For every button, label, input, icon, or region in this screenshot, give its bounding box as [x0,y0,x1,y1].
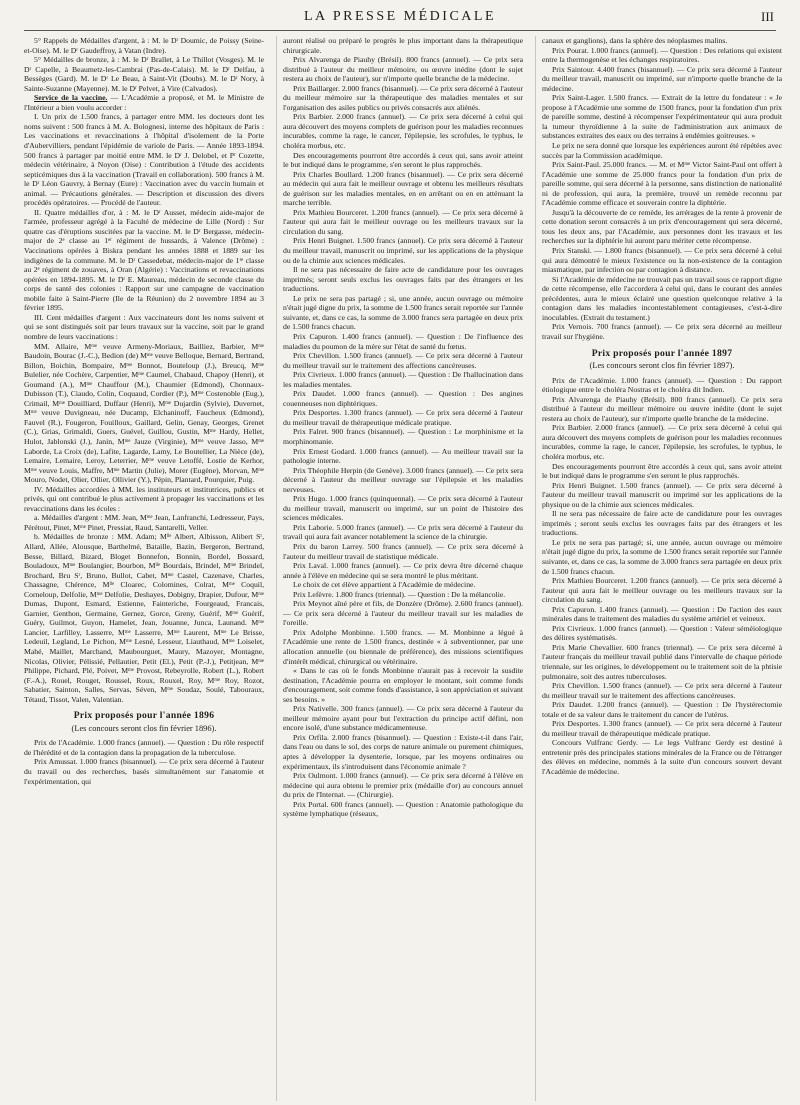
paragraph: Prix Mathieu Bourceret. 1.200 francs (annuel). — Ce prix sera décerné à l'auteur qui aura fait le meilleur ouvrage ou les meilleurs travaux sur la circulation du sang. [542,576,782,605]
paragraph: Il ne sera pas nécessaire de faire acte de candidature pour les ouvrages imprimés ; seront seuls exclus les ouvrages faits par des étrangers et les traductions. [542,509,782,538]
paragraph: Prix Desportes. 1.300 francs (annuel). — Ce prix sera décerné à l'auteur du meilleur travail de thérapeutique médicale pratique. [542,719,782,738]
paragraph: Prix Hugo. 1.000 francs (quinquennal). — Ce prix sera décerné à l'auteur du meilleur travail, manuscrit ou imprimé, sur un point de l'histoire des sciences médicales. [283,494,523,523]
paragraph: Prix Portal. 600 francs (annuel). — Question : Anatomie pathologique du système lymphatique (réseaux, [283,799,523,819]
paragraph: Prix Nativelle. 300 francs (annuel). — Ce prix sera décerné à l'auteur du meilleur mémoire ayant pour but l'extraction du principe actif défini, non encore isolé, d'une substance médicamenteuse. [283,704,523,733]
paragraph: Prix Oulmont. 1.000 francs (annuel). — Ce prix sera décerné à l'élève en médecine qui aura obtenu le premier prix (médaille d'or) au concours annuel du prix de l'Internat. — (Chirurgie). [283,771,523,800]
column-2 [276,36,523,1101]
paragraph: Le prix ne sera pas partagé; si, une année, aucun ouvrage ou mémoire n'était jugé digne du prix, la somme de 1.500 francs serait reportée sur l'année suivante, et, dans ce cas, la somme de 3.000 francs sera partagée en deux prix de 1.500 francs chacun. [542,537,782,576]
paragraph: Prix Civrieux. 1.000 francs (annuel). — Question : Valeur séméiologique des délires systématisés. [542,623,782,643]
paragraph: Prix Vernois. 700 francs (annuel). — Ce prix sera décerné au meilleur travail sur l'hygiène. [542,322,782,341]
paragraph: Prix Henri Buignet. 1.500 francs (annuel). — Ce prix sera décerné à l'auteur du meilleur travail manuscrit ou imprimé sur les applications de la physique ou de la chimie aux sciences médicales. [542,480,782,509]
paragraph: Prix Daudet. 1.200 francs (annuel). — Question : De l'hystérectomie totale et de sa valeur dans le traitement du cancer de l'utérus. [542,700,782,719]
section-intro-text: — L'Académie a proposé, et M. le Ministre de l'Intérieur a bien voulu accorder : [24,93,264,112]
paragraph: Prix Alvarenga de Piauhy (Brésil). 800 francs (annuel). Ce prix sera distribué à l'auteur du meilleur mémoire ou œuvre inédite (dont le sujet restera au choix de l'auteur), sur n'importe quelle branche de la médecine. [542,394,782,423]
paragraph: Prix Daudet. 1.000 francs (annuel). — Question : Des angines couenneuses non diphtériques. [283,389,523,408]
paragraph: Prix Mathieu Bourceret. 1.200 francs (annuel). — Ce prix sera décerné à l'auteur qui aura fait le meilleur ouvrage ou les meilleurs travaux sur la circulation du sang. [283,207,523,236]
paragraph: Prix Henri Buignet. 1.500 francs (annuel). Ce prix sera décerné à l'auteur du meilleur travail, manuscrit ou imprimé, sur les applications de la physique ou de la chimie aux sciences médicales. [283,236,523,265]
paragraph: Prix Orfila. 2.000 francs (bisannuel). — Question : Existe-t-il dans l'air, dans l'eau ou dans le sol, des corps de nature animale ou purement chimiques, aptes à développer la dysenterie, lorsque, par les moyens ordinaires ou expérimentaux, ils s'introduisent dans l'économie animale ? [283,732,523,771]
paragraph: Prix Saint-Lager. 1.500 francs. — Extrait de la lettre du fondateur : « Je propose à l'Académie une somme de 1500 francs, pour la fondation d'un prix de pareille somme, destiné à récompenser l'expérimentateur qui aura produit la tumeur thyroïdienne à la suite de l'administration aux animaux de substances extraites des eaux ou des terrains à endémies goitreuses. » [542,93,782,141]
paragraph: Prix Chevillon. 1.500 francs (annuel). — Ce prix sera décerné à l'auteur du meilleur travail sur le traitement des affections cancéreuses. [542,681,782,700]
paragraph: Prix du baron Larrey. 500 francs (annuel). — Ce prix sera décerné à l'auteur du meilleur travail de statistique médicale. [283,541,523,561]
paragraph: Prix Saint-Paul. 25.000 francs. — M. et Mᵐᵉ Victor Saint-Paul ont offert à l'Académie une somme de 25.000 francs pour la fondation d'un prix de pareille somme, qui sera décerné à la personne, sans distinction de nationalité ni de profession, qui aura, la première, trouvé un remède reconnu par l'Académie comme efficace et souverain contre la diphtérie. [542,160,782,208]
column-3 [535,36,782,1101]
paragraph: Prix Lefèvre. 1.800 francs (triennal). — Question : De la mélancolie. [293,589,506,599]
paragraph: auront réalisé ou préparé le progrès le plus important dans la thérapeutique chirurgicale. [283,36,523,55]
section-subtitle: (Les concours seront clos fin février 1897). [589,361,735,371]
paragraph: III. Cent médailles d'argent : Aux vaccinateurs dont les noms suivent et qui se sont distingués soit par leurs travaux sur la vaccine, soit par le grand nombre de leurs vaccinations : [24,312,264,341]
paragraph: Jusqu'à la découverte de ce remède, les arrérages de la rente à provenir de cette donation seront consacrés à un prix d'encouragement qui sera décerné, tous les deux ans, par l'Académie, aux personnes dont les travaux et les recherches sur la diphtérie lui auront paru mériter cette récompense. [542,207,782,246]
paragraph: Prix Capuron. 1.400 francs (annuel). — Question : De l'influence des maladies du poumon de la mère sur l'état de santé du fœtus. [283,331,523,351]
paragraph: Prix Ernest Godard. 1.000 francs (annuel). — Au meilleur travail sur la pathologie interne. [283,446,523,466]
paragraph: Prix Marie Chevallier. 600 francs (triennal). — Ce prix sera décerné à l'auteur français du meilleur travail publié dans l'intervalle de chaque période triennale, sur les origines, le développement ou le traitement soit de la phtisie pulmonaire, soit des autres tuberculoses. [542,642,782,681]
paragraph: Prix Baillarger. 2.000 francs (bisannuel). — Ce prix sera décerné à l'auteur du meilleur mémoire sur la thérapeutique des maladies mentales et sur l'organisation des asiles publics ou privés consacrés aux aliénés. [283,83,523,112]
journal-title: LA PRESSE MÉDICALE [303,9,496,24]
paragraph: b. Médailles de bronze : MM. Adam; Mˡˡᵉ Albert, Albisson, Alibert Sʳ, Allard, Allée, Alousque, Barthelmé, Bataille, Bazin, Bergeron, Bertrand, Besse, Billard, Bizard, Bloget Bonnefon, Bonnin, Bordel, Bossard, Bouladoux, Mᵐᵉ Boulangier, Bourbon, Mˡˡᵉ Bourdais, Brindel, Mᵐᵉ Brindel, Brochard, Bru Sʳ, Bruno, Bullot, Cabet, Mᵐᵉ Castel, Cazenave, Charles, Chassagne, Chérence, Mˡˡᵉ Cloarec, Colomines, Colrat, Mᵐᵉ Coquil, Corneloup, Delfolie, Mᵐᵉ Delfolie, Deshayes, Dobigny, Drapier, Dufour, Mᵐᵉ Dumas, Dupont, Esmard, Estienne, Fainteriche, Fourgeaud, Francais, Garnier, Genthon, Germaine, Gernez, Gorce, Greny, Guérif, Mᵐᵉ Guérif, Guéry, Guilmot, Guyon, Hamelet, Jean, Jouanne, Junca, Launand. Mᵐᵉ Lancier, Larfilley, Lasserre, Mᵐᵉ Lasserre, Mᵐᵉ Laurent, Mᵐᵉ Le Brisse, Ledeuil, Legland, Le Pichon, Mᵐᵉ Lesné, Lesseur, Liauthaud, Mᵐᵉ Loiselet, Mahé, Maillet, Marchand, Maubourguet, Maury, Mazoyer, Montagne, Nicolas, Olivier, Pélissié, Pellautier, Petit (El.), Petit (P.-J.), Petitjean, Mᵐᵉ Philippe, Pichard, Plé, Poivet, Mᵐᵉ Provost, Rebeyrolle, Robert (L.), Robert (F.-A.), Rouel, Rouget, Roussel, Roux, Rouxel, Roy, Mᵐᵉ Roy, Rozot, Sabatier, Sainton, Salles, Servas, Séven, Mᵐᵉ Soudaz, Soulé, Tabouraux, Tétaud, Tissot, Valen, Valentian. [24,532,264,704]
paragraph: Prix Laborie. 5.000 francs (annuel). — Ce prix sera décerné à l'auteur du travail qui aura fait avancer notablement la science de la chirurgie. [283,522,523,542]
section-title-1896: Prix proposés pour l'année 1896 [73,710,215,722]
paragraph: Le prix ne sera donné que lorsque les expériences auront été répétées avec succès par la Commission académique. [542,141,782,160]
paragraph: Si l'Académie de médecine ne trouvait pas un travail sous ce rapport digne de cette récompense, elle l'accordera à celui qui, dans le courant des années précédentes, aura le mieux éclairé une question quelconque relative à la contagion dans les maladies incontestablement contagieuses, c'est-à-dire inoculables. (Extrait du testament.) [542,274,782,322]
paragraph: Prix Alvarenga de Piauhy (Brésil). 800 francs (annuel). — Ce prix sera distribué à l'auteur du meilleur mémoire, ou œuvre inédite (dont le sujet restera au choix de l'auteur), sur n'importe quelle branche de la médecine. [283,55,523,84]
paragraph: Concours Vulfranc Gerdy. — Le legs Vulfranc Gerdy est destiné à entretenir près des principales stations minérales de la France ou de l'étranger des élèves en médecine, nommés à la suite d'un concours souvert devant l'Académie de médecine. [542,738,782,777]
paragraph: Prix Pourat. 1.000 francs (annuel). — Question : Des relations qui existent entre la thermogenèse et les échanges respiratoires. [542,45,782,65]
paragraph: Prix Stanski. — 1.800 francs (bisannuel). — Ce prix sera décerné à celui qui aura démontré le mieux l'existence ou la non-existence de la contagion miasmatique, par infection ou par contagion à distance. [542,246,782,275]
paragraph: 5° Rappels de Médailles d'argent, à : M. le Dʳ Doumic, de Poissy (Seine-et-Oise). M. le Dʳ Gaudeffroy, à Vatan (Indre). [24,36,264,55]
paragraph: IV. Médailles accordées à MM. les instituteurs et institutrices, publics et privés, qui ont contribué le plus activement à propager les vaccinations et les revaccinations dans les écoles : [24,484,264,513]
paragraph: a. Médailles d'argent : MM. Jean, Mᵐᵉ Jean, Lanfranchi, Ledresseur, Pays, Pérétout, Pinet, Mᵐᵉ Pinet, Pressiat, Raud, Santarelli, Veller. [24,513,264,532]
section-intro [24,93,264,112]
paragraph: Il ne sera pas nécessaire de faire acte de candidature pour les ouvrages imprimés; seront seuls exclus les ouvrages faits par des étrangers et les traductions. [283,265,523,294]
text-columns [24,36,782,1101]
paragraph: II. Quatre médailles d'or, à : M. le Dʳ Ausset, médecin aide-major de l'armée, professeur agrégé à la Faculté de médecine de Lille (Nord) : Sur quatre cas d'éruptions suscitées par la vaccine. M. le Dʳ Bergasse, médecin-major de 2ᵉ classe au 1ᵉʳ régiment de hussards, à Valence (Drôme) : Vaccinations opérées à Biskra pendant les années 1888 et 1889 sur les indigènes de la commune. M. le Dʳ Cassedebat, médecin-major de 1ʳᵉ classe au 2ᵉ régiment de zouaves, à Oran (Algérie) : Vaccinations et revaccinations opérées en 1894-1895. M. le Dʳ E. Maureau, médecin de seconde classe du corps de santé des colonies : Rapport sur une campagne de vaccination mobile faite à Saint-Pierre (Ile de la Réunion) du 2 novembre 1894 au 3 février 1895. [24,207,264,313]
paragraph: Prix Adolphe Monbinne. 1.500 francs. — M. Monbinne a légué à l'Académie une rente de 1.500 francs, destinée « à subventionner, par une allocation annuelle (ou biennale de préférence), des missions scientifiques d'intérêt médical, chirurgical ou vétérinaire. [283,627,523,666]
paragraph: Prix Desportes. 1.300 francs (annuel). — Ce prix sera décerné à l'auteur du meilleur travail de thérapeutique médicale pratique. [283,408,523,427]
paragraph: Prix Civrieux. 1.000 francs (annuel). — Question : De l'hallucination dans les maladies mentales. [283,370,523,389]
paragraph: Prix Laval. 1.000 francs (annuel). — Ce prix devra être décerné chaque année à l'élève en médecine qui se sera montré le plus méritant. [283,561,523,580]
paragraph: Des encouragements pourront être accordés à ceux qui, sans avoir atteint le but indiqué dans le programme, s'en seront le plus rapprochés. [283,150,523,170]
paragraph: Prix Meynot aîné père et fils, de Donzère (Drôme). 2.600 francs (annuel). — Ce prix sera décerné à l'auteur du meilleur travail sur les maladies de l'oreille. [283,599,523,628]
paragraph: I. Un prix de 1.500 francs, à partager entre MM. les docteurs dont les noms suivent : 500 francs à M. A. Bolognesi, interne des hôpitaux de Paris : Les vaccinations et revaccinations à l'hôpital d'isolement de la Porte d'Aubervilliers, pendant l'épidémie de variole de Paris. — Année 1893-1894. 500 francs à partager par moitié entre MM. le Dʳ J. Delobel, et Pʳ Cozette, médecin vétérinaire, à Noyon (Oise) : Contribution à l'étude des accidents septicémiques dus à la vaccination (Travail en collaboration). 500 francs à M. le Dʳ Léon Gauvry, à Bernay (Eure) : Vaccination avec du vaccin humain et animal. — Précautions générales. — Description et discussion des divers procédés opératoires. — Procédé de l'auteur. [24,112,264,208]
paragraph: canaux et ganglions), dans la sphère des néoplasmes malins. [542,36,728,45]
paragraph: Prix de l'Académie. 1.000 francs (annuel). — Question : Du rapport étiologique entre le choléra Nostras et le choléra dit Indien. [542,375,782,395]
paragraph: Prix Falret. 900 francs (bisannuel). — Question : Le morphinisme et la morphinomanie. [283,427,523,446]
paragraph: « Dans le cas où le fonds Monbinne n'aurait pas à recevoir la susdite destination, l'Académie pourra en employer le montant, soit comme fonds d'encouragement, soit comme fonds d'assistance, à son appréciation et suivant ses besoins. » [283,666,523,704]
paragraph: MM. Allaire, Mᵐᵉ veuve Armeny-Moriaux, Bailliez, Barbier, Mᵐᵉ Baudoin, Bourac (J.-C.), Bedion (de) Mᵐᵉ veuve Belloque, Bernard, Bertrand, Billon, Boichin, Bompaire, Mᵐᵉ Bonnot, Bouteloup (J.), Breucq, Mᵐᵉ Bulelier, née Cochère, Carpentier, Mᵐᵉ Caumel, Chabaud, Chapoy (Henri), et Goumand (A.), Mᵐᵉ Chauffour (M.), Chaumier (Edmond), Chonnaux-Dubisson (T.), Ciaudo, Colin, Coquaud, Cordier (P.), Mᵐᵉ Costenoble (Eug.), Crimail, Mᵐᵉ Douilliard, Duffaur (Henri), Mᵐᵉ Dujardin (Sylvie), Duvernet, Mᵐᵉ veuve Duvigneau, née Ducamp, Elchaninoff, Faucheux (Edmond), Fauvel (R.), Fougeron, Fouilloux, Gaillard, Gelin, Genay, Georges, Grenet (C.), Grias, Grimaldi, Guers, Guével, Guillou, Gustin, Mᵐᵉ Hardy, Hellet, Hulot, Jablonski (J.), Janin, Mᵐᵉ Jauze (Virginie), Mᵐᵉ veuve Jasso, Mᵐᵉ Laborde, La Croix (de), Lafite, Lagarde, Lamy, Le Boutellier, La Nièce (de), Lemaire, Lemaire, Leroy, Leterrier, Mᵐᵉ veuve Letoffé, Lostie de Kerhor, Mᵐᵉ veuve Louis, Maffre, Mᵐᵉ Martin (Julie), Morer (Eugène), Morvan, Mᵐᵉ Mouro, Nodet, Olier, Ollier, Ollivier (Y.), Pépin, Plantard, Pourquier, Puig. [24,341,264,485]
paragraph: Prix Saintour. 4.400 francs (bisannuel). — Ce prix sera décerné à l'auteur du meilleur travail, manuscrit ou imprimé, sur n'importe quelle branche de la médecine. [542,64,782,93]
paragraph: Prix Barbier. 2.000 francs (annuel). — Ce prix sera décerné à celui qui aura découvert des moyens complets de guérison pour les maladies reconnues incurables, comme la rage, le cancer, l'épilepsie, les scrofules, le typhus, le choléra morbus, etc. [542,423,782,461]
paragraph: Le prix ne sera pas partagé ; si, une année, aucun ouvrage ou mémoire n'était jugé digne du prix, la somme de 1.500 francs serait reportée sur l'année suivante, et, dans ce cas, la somme de 3.000 francs sera partagée en deux prix de 1.500 francs chacun. [283,293,523,332]
paragraph: Prix Théophile Herpin (de Genève). 3.000 francs (annuel). — Ce prix sera décerné à l'auteur du meilleur ouvrage sur l'épilepsie et les maladies nerveuses. [283,465,523,494]
paragraph: Des encouragements pourront être accordés à ceux qui, sans avoir atteint le but indiqué dans le programme s'en seront le plus rapprochés. [542,461,782,481]
paragraph: 5° Médailles de bronze, à : M. le Dʳ Brallet, à Le Thillot (Vosges). M. le Dʳ Capelle, à Beaumetz-les-Cambrai (Pas-de-Calais). M. le Dʳ Delfau, à Bessèges (Gard). M. le Dʳ Le Beau, à Saint-Vit (Doubs). M. le Dʳ Nory, à Sainte-Suzanne (Mayenne). M. le Dʳ Pelvet, à Vire (Calvados). [24,55,264,93]
page-header [24,8,776,31]
paragraph: Prix Amussat. 1.000 francs (bisannuel). — Ce prix sera décerné à l'auteur du travail ou des recherches, basés simultanément sur l'anatomie et l'expérimentation, qui [24,757,264,786]
paragraph: Prix Chevillon. 1.500 francs (annuel). — Ce prix sera décerné à l'auteur du meilleur travail sur le traitement des affections cancéreuses. [283,351,523,370]
column-1 [24,36,264,1101]
paragraph: Prix Charles Boullard. 1.200 francs (bisannuel). — Ce prix sera décerné au médecin qui aura fait le meilleur ouvrage et obtenu les meilleurs résultats de guérison sur les maladies mentales, en en arrêtant ou en en atténuant la marche terrible. [283,169,523,208]
paragraph: Prix de l'Académie. 1.000 francs (annuel). — Question : Du rôle respectif de l'hérédité et de la contagion dans la propagation de la tuberculose. [24,738,264,757]
section-title-1897: Prix proposés pour l'année 1897 [591,347,733,359]
section-heading: Service de la vaccine. [34,93,108,103]
page-number: III [761,9,774,24]
section-subtitle: (Les concours seront clos fin février 1896). [71,723,217,733]
paragraph: Prix Barbier. 2.000 francs (annuel). — Ce prix sera décerné à celui qui aura découvert des moyens complets de guérison pour les maladies reconnues incurables, comme la rage, le cancer, l'épilepsie, les scrofules, le typhus, le choléra morbus, etc. [283,112,523,151]
paragraph: Le choix de cet élève appartient à l'Académie de médecine. [293,580,476,590]
paragraph: Prix Capuron. 1.400 francs (annuel). — Question : De l'action des eaux minérales dans le traitement des maladies du système artériel et veineux. [542,604,782,624]
